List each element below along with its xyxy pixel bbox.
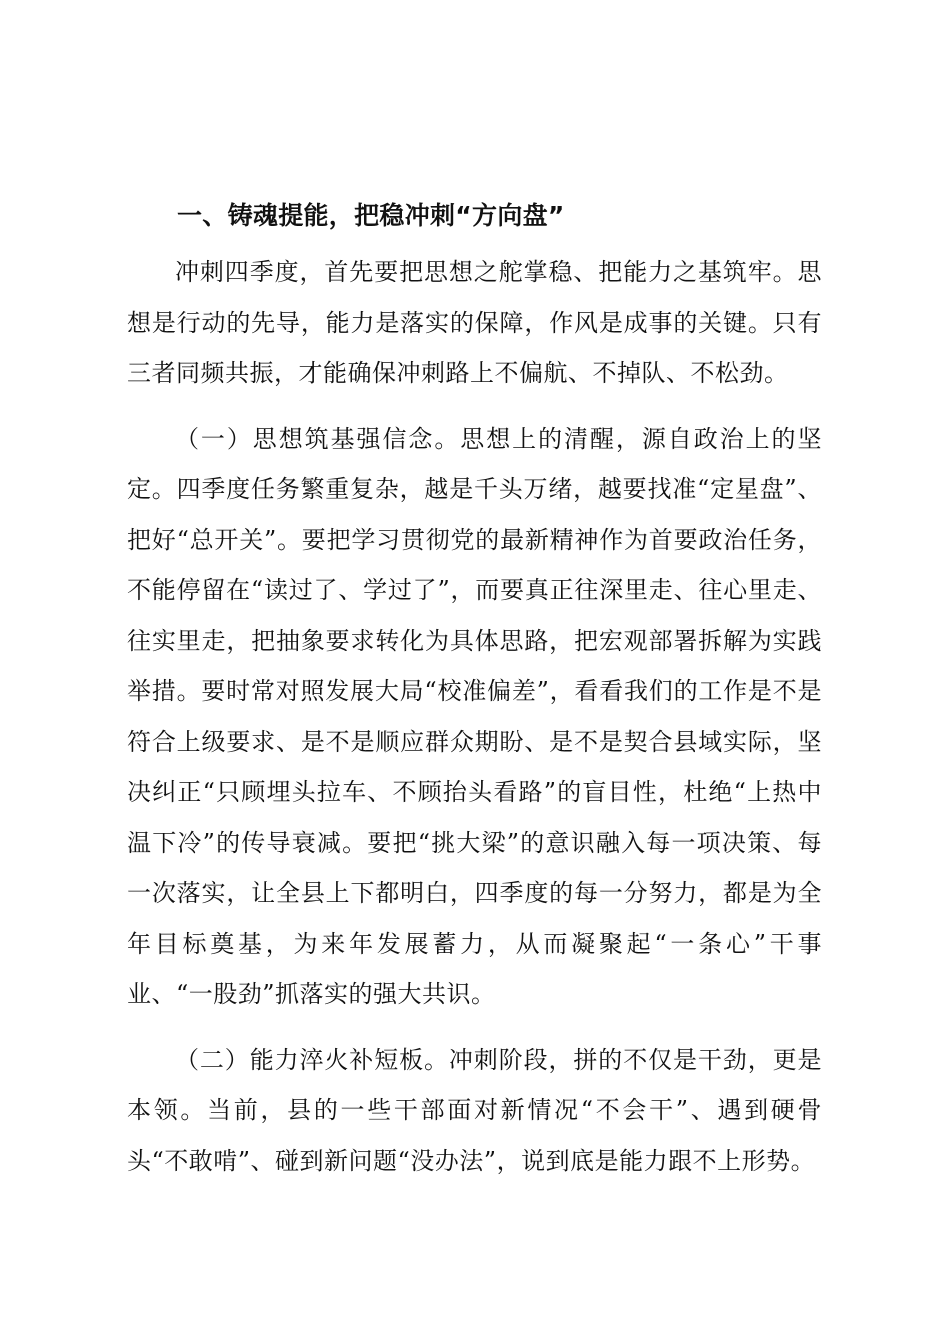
paragraph-thought-foundation: （一）思想筑基强信念。思想上的清醒，源自政治上的坚定。四季度任务繁重复杂，越是千头万绪，越要找准“定星盘”、把好“总开关”。要把学习贯彻党的最新精神作为首要政治任务，不能停留在“读过了、学过了”，而要真正往深里走、往心里走、往实里走，把抽象要求转化为具体思路，把宏观部署拆解为实践举措。要时常对照发展大局“校准偏差”，看看我们的工作是不是符合上级要求、是不是顺应群众期盼、是不是契合县域实际，坚决纠正“只顾埋头拉车、不顾抬头看路”的盲目性，杜绝“上热中温下冷”的传导衰减。要把“挑大梁”的意识融入每一项决策、每一次落实，让全县上下都明白，四季度的每一分努力，都是为全年目标奠基，为来年发展蓄力，从而凝聚起“一条心”干事业、“一股劲”抓落实的强大共识。 [127, 424, 822, 1008]
section-heading: 一、铸魂提能，把稳冲刺“方向盘” [177, 201, 565, 230]
paragraph-ability-tempering: （二）能力淬火补短板。冲刺阶段，拼的不仅是干劲，更是本领。当前，县的一些干部面对新情况“不会干”、遇到硬骨头“不敢啃”、碰到新问题“没办法”，说到底是能力跟不上形势。 [127, 1045, 822, 1175]
document-body [127, 196, 822, 1186]
paragraph-intro: 冲刺四季度，首先要把思想之舵掌稳、把能力之基筑牢。思想是行动的先导，能力是落实的保障，作风是成事的关键。只有三者同频共振，才能确保冲刺路上不偏航、不掉队、不松劲。 [127, 258, 822, 387]
